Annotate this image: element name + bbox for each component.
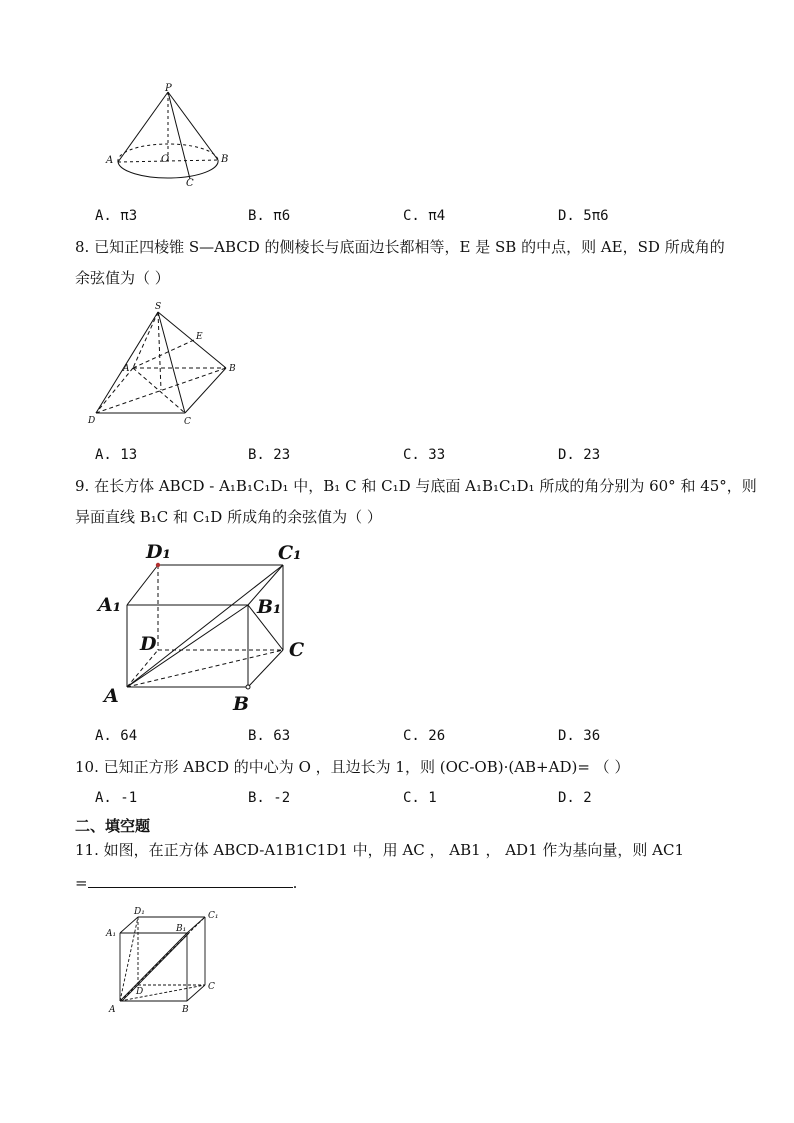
pyramid-segment-ae [133,340,194,368]
cuboid-edge-a1d1 [127,565,158,605]
pyramid-figure [82,298,247,430]
pyramid-edge-sb [158,312,226,368]
label-c1: C₁ [208,911,219,921]
q7-option-d[interactable]: D. 5π6 [558,208,609,224]
q11-question-line1: 11. 如图，在正方体 ABCD-A1B1C1D1 中，用 AC ， AB1 ， AD1 作为基向量，则 AC1 [75,841,685,859]
pyramid-edge-sd [96,312,158,413]
point-d1 [156,563,160,567]
label-a: A [123,364,130,374]
q11-equals: = [75,874,88,892]
q9-question-line2: 异面直线 B₁C 和 C₁D 所成角的余弦值为（ ） [75,508,382,526]
q11-period: . [292,874,298,892]
cone-edge-pc [168,92,190,179]
label-c: C [289,639,305,661]
label-d: D [140,633,157,655]
cone-figure [100,82,240,190]
label-d1: D₁ [134,907,145,917]
q11-answer-blank[interactable] [88,873,293,888]
q9-question-line1: 9. 在长方体 ABCD - A₁B₁C₁D₁ 中，B₁ C 和 C₁D 与底面 A₁B₁C₁D₁ 所成的角分别为 60° 和 45°，则 [75,477,757,495]
cube-diag-ab1 [120,933,187,1001]
cube-edge-bc [187,985,205,1001]
label-b1: B₁ [176,924,187,934]
pyramid-edge-ad [96,368,133,413]
pyramid-diag-db [96,368,226,413]
label-a1: A₁ [98,594,122,616]
pyramid-height [158,312,161,390]
section-title: 二、填空题 [75,817,151,835]
label-p: P [165,83,172,94]
cuboid-figure [92,536,322,718]
label-b: B [229,364,236,374]
q9-option-d[interactable]: D. 36 [558,728,601,744]
q7-option-c[interactable]: C. π4 [403,208,446,224]
q8-option-c[interactable]: C. 33 [403,447,446,463]
q10-option-a[interactable]: A. -1 [95,790,138,806]
q8-option-a[interactable]: A. 13 [95,447,138,463]
point-b [246,685,250,689]
label-a: A [106,155,114,166]
label-b1: B₁ [257,596,282,618]
pyramid-edge-sa [133,312,158,368]
label-c: C [184,417,191,427]
label-c: C [208,982,215,992]
label-b: B [233,693,250,715]
label-d: D [88,416,96,426]
label-a1: A₁ [106,929,117,939]
label-b: B [182,1005,189,1015]
cube-diag-ac [120,985,205,1001]
label-d1: D₁ [146,541,171,563]
q7-option-b[interactable]: B. π6 [248,208,291,224]
q9-option-b[interactable]: B. 63 [248,728,291,744]
q8-option-d[interactable]: D. 23 [558,447,601,463]
cuboid-edge-ad [127,650,158,687]
q10-option-b[interactable]: B. -2 [248,790,291,806]
label-e: E [196,332,203,342]
q8-question-line1: 8. 已知正四棱锥 S—ABCD 的侧棱长与底面边长都相等，E 是 SB 的中点，则 AE，SD 所成角的 [75,238,725,256]
cone-edge-pb [168,92,218,160]
label-c1: C₁ [278,542,302,564]
q10-question-line1: 10. 已知正方形 ABCD 的中心为 O ，且边长为 1，则 (OC-OB)·(AB+AD)= （ ） [75,758,630,776]
label-b: B [221,154,229,165]
label-o: O [161,154,170,165]
pyramid-diag-ac [133,368,185,413]
label-c: C [186,178,194,189]
label-s: S [155,302,162,312]
label-d: D [136,987,144,997]
q9-option-c[interactable]: C. 26 [403,728,446,744]
cuboid-edge-bc [248,650,283,687]
label-a: A [104,685,119,707]
q7-option-a[interactable]: A. π3 [95,208,138,224]
q11-question-line2 [75,868,297,899]
q10-option-c[interactable]: C. 1 [403,790,437,806]
cube-diag-ac1 [120,917,205,1001]
q8-option-b[interactable]: B. 23 [248,447,291,463]
q8-question-line2: 余弦值为（ ） [75,269,170,287]
label-a: A [109,1005,116,1015]
q9-option-a[interactable]: A. 64 [95,728,138,744]
cube-figure [100,905,230,1020]
q10-option-d[interactable]: D. 2 [558,790,592,806]
pyramid-edge-sc [158,312,185,413]
